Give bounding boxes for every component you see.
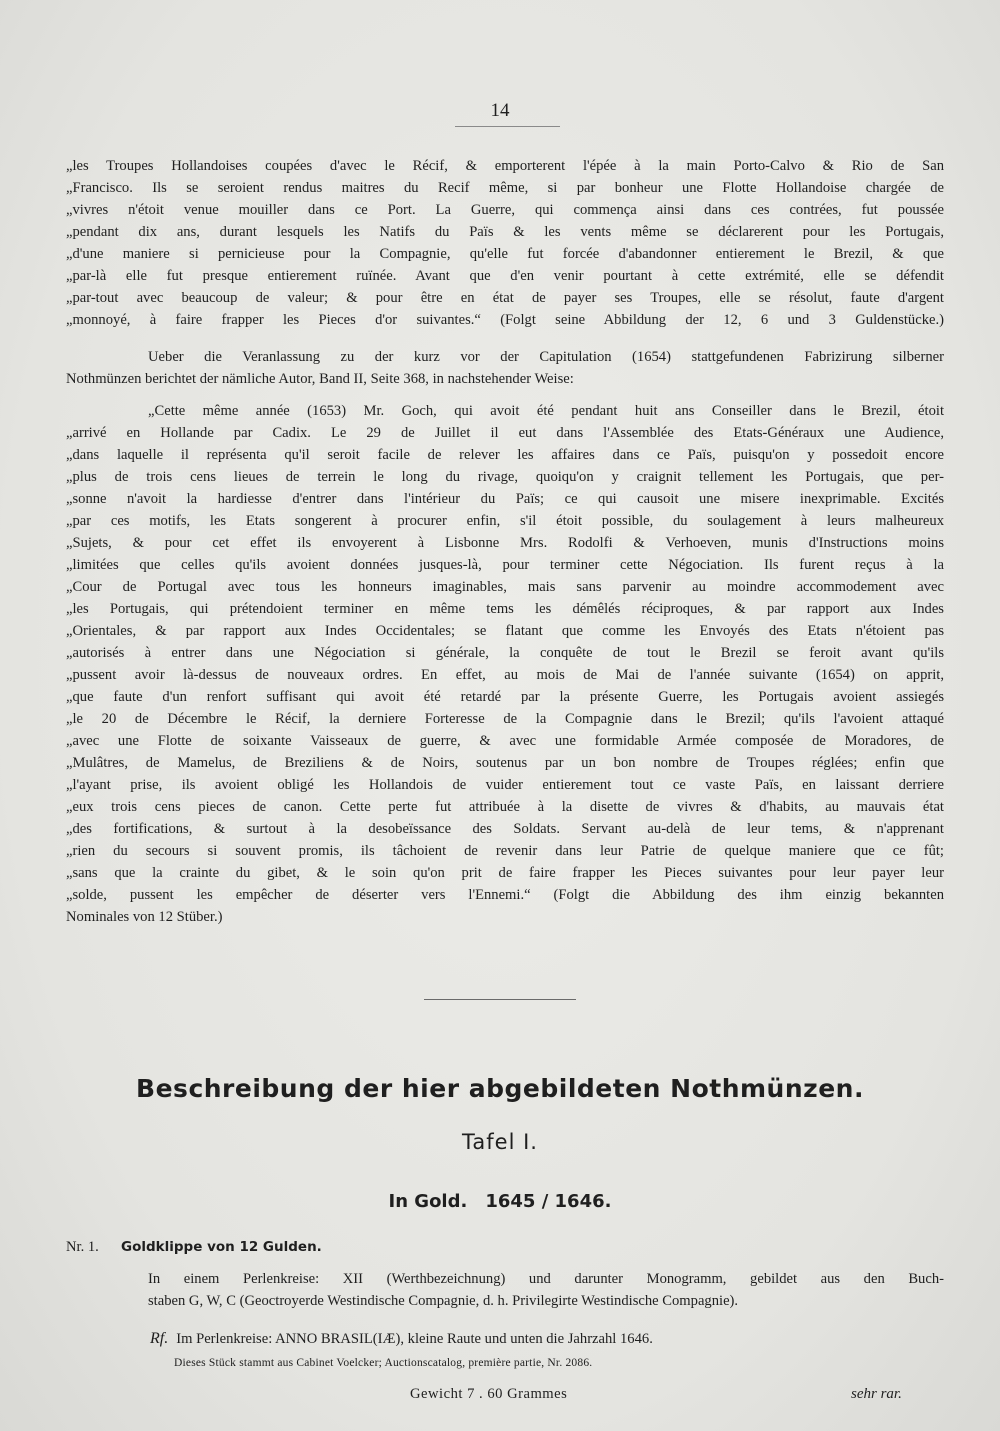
plate-heading: Tafel I. — [462, 1130, 538, 1154]
text-line: „rien du secours si souvent promis, ils tâchoient de revenir dans leur Patrie de quelque maniere que ce fût; — [66, 843, 944, 859]
section-separator — [424, 999, 576, 1000]
page-number: 14 — [490, 100, 510, 121]
metal-heading — [0, 1191, 1000, 1212]
metal-years: 1645 / 1646. — [485, 1191, 612, 1212]
text-line: „solde, pussent les empêcher de déserter vers l'Ennemi.“ (Folgt die Abbildung des ihm einzig bekannten — [66, 887, 944, 903]
entry-number: Nr. 1. — [66, 1239, 99, 1255]
text-line: „dans laquelle il représenta qu'il seroit facile de relever les affaires dans ce Païs, puisqu'on y possedoit encore — [66, 447, 944, 463]
text-line: Ueber die Veranlassung zu der kurz vor der Capitulation (1654) stattgefundenen Fabrizirung silberner — [148, 349, 944, 365]
text-line: „vivres n'étoit venue mouiller dans ce Port. La Guerre, qui commença ainsi dans ces contrées, fut poussée — [66, 202, 944, 218]
section-title: Beschreibung der hier abgebildeten Nothmünzen. — [136, 1074, 864, 1103]
text-line: „monnoyé, à faire frapper les Pieces d'or suivantes.“ (Folgt seine Abbildung der 12, 6 und 3 Guldenstücke.) — [66, 312, 944, 328]
page-number-rule — [455, 126, 560, 127]
text-line: „Cour de Portugal avec tous les honneurs imaginables, mais sans parvenir au moindre accommodement avec — [66, 579, 944, 595]
provenance-note: Dieses Stück stammt aus Cabinet Voelcker; Auctionscatalog, première partie, Nr. 2086. — [174, 1357, 593, 1369]
rarity: sehr rar. — [851, 1386, 902, 1402]
text-line: „les Troupes Hollandoises coupées d'avec le Récif, & emporterent l'épée à la main Porto-Calvo & Rio de San — [66, 158, 944, 174]
text-line: „arrivé en Hollande par Cadix. Le 29 de Juillet il eut dans l'Assemblée des Etats-Généraux une Audience, — [66, 425, 944, 441]
text-line: „des fortifications, & surtout à la desobeïssance des Soldats. Servant au-delà de leur tems, & n'apprenant — [66, 821, 944, 837]
obverse-description — [148, 1268, 944, 1312]
text-line: „le 20 de Décembre le Récif, la derniere Forteresse de la Compagnie dans le Brezil; qu'ils l'avoient attaqué — [66, 711, 944, 727]
reverse-label: Rf. — [150, 1330, 169, 1347]
text-line: „d'une maniere si pernicieuse pour la Compagnie, qu'elle fut forcée d'abandonner entierement le Brezil, & que — [66, 246, 944, 262]
text-line: „autorisés à entrer dans une Négociation si générale, la conquête de tout le Brezil se feroit avant qu'ils — [66, 645, 944, 661]
text-line: „pendant dix ans, durant lesquels les Natifs du Païs & les vents même se déclarerent pour les Portugais, — [66, 224, 944, 240]
text-line: „par-là elle fut presque entierement ruïnée. Avant que d'en venir pourtant à cette extrémité, elle se défendit — [66, 268, 944, 284]
entry-title: Goldklippe von 12 Gulden. — [121, 1239, 322, 1255]
quote-block-1 — [66, 155, 944, 331]
quote-block-2 — [66, 400, 944, 928]
text-line: „avec une Flotte de soixante Vaisseaux de guerre, & avec une formidable Armée composée de Moradores, de — [66, 733, 944, 749]
text-line: „eux trois cens pieces de canon. Cette perte fut attribuée à la disette de vivres & d'habits, au mauvais état — [66, 799, 944, 815]
text-line: „que faute d'un renfort suffisant qui avoit été retardé par la présente Guerre, les Portugais avoient assiegés — [66, 689, 944, 705]
text-line: „sonne n'avoit la hardiesse d'entrer dans l'intérieur du Païs; ce qui causoit une misere inexprimable. Excités — [66, 491, 944, 507]
text-line: „limitées que celles qu'ils avoient données jusques-là, pour terminer cette Négociation. Ils furent reçus à la — [66, 557, 944, 573]
text-line: In einem Perlenkreise: XII (Werthbezeichnung) und darunter Monogramm, gebildet aus den Buch- — [148, 1271, 944, 1287]
text-line: „Sujets, & pour cet effet ils envoyerent à Lisbonne Mrs. Rodolfi & Verhoeven, munis d'Instructions moins — [66, 535, 944, 551]
text-line: „Francisco. Ils se seroient rendus maitres du Recif même, si par bonheur une Flotte Hollandoise chargée de — [66, 180, 944, 196]
text-line: „par ces motifs, les Etats songerent à procurer enfin, s'il étoit possible, du soulagement à leurs malheureux — [66, 513, 944, 529]
weight: Gewicht 7 . 60 Grammes — [410, 1386, 568, 1402]
text-line: „plus de trois cens lieues de terrein le long du rivage, quoiqu'on y craignit tellement les Portugais, que per- — [66, 469, 944, 485]
text-line: „sans que la crainte du gibet, & le soin qu'on prit de faire frapper les Pieces suivantes pour leur payer leur — [66, 865, 944, 881]
reverse-description — [150, 1330, 653, 1348]
text-line: „Mulâtres, de Mamelus, de Breziliens & de Noirs, soutenus par un bon nombre de Troupes réglées; enfin que — [66, 755, 944, 771]
text-line: „Cette même année (1653) Mr. Goch, qui avoit été pendant huit ans Conseiller dans le Brezil, étoit — [148, 403, 944, 419]
text-line: Nominales von 12 Stüber.) — [66, 909, 223, 925]
text-line: staben G, W, C (Geoctroyerde Westindische Compagnie, d. h. Privilegirte Westindische Compagnie). — [148, 1293, 739, 1309]
text-line: „l'ayant prise, ils avoient obligé les Hollandois de vuider entierement tout ce vaste Païs, en laissant derriere — [66, 777, 944, 793]
reverse-text: Im Perlenkreise: ANNO BRASIL(IÆ), kleine Raute und unten die Jahrzahl 1646. — [176, 1331, 653, 1347]
text-line: „pussent avoir là-dessus de nouveaux ordres. En effet, au mois de Mai de l'année suivante (1654) on apprit, — [66, 667, 944, 683]
text-line: „les Portugais, qui prétendoient terminer en même tems les démêlés réciproques, & par rapport aux Indes — [66, 601, 944, 617]
intro-paragraph — [66, 346, 944, 390]
metal-label: In Gold. — [388, 1191, 468, 1212]
text-line: „Orientales, & par rapport aux Indes Occidentales; se flatant que comme les Envoyés des Etats n'étoient pas — [66, 623, 944, 639]
text-line: Nothmünzen berichtet der nämliche Autor, Band II, Seite 368, in nachstehender Weise: — [66, 371, 574, 387]
text-line: „par-tout avec beaucoup de valeur; & pour être en état de payer ses Troupes, elle se résolut, faute d'argent — [66, 290, 944, 306]
